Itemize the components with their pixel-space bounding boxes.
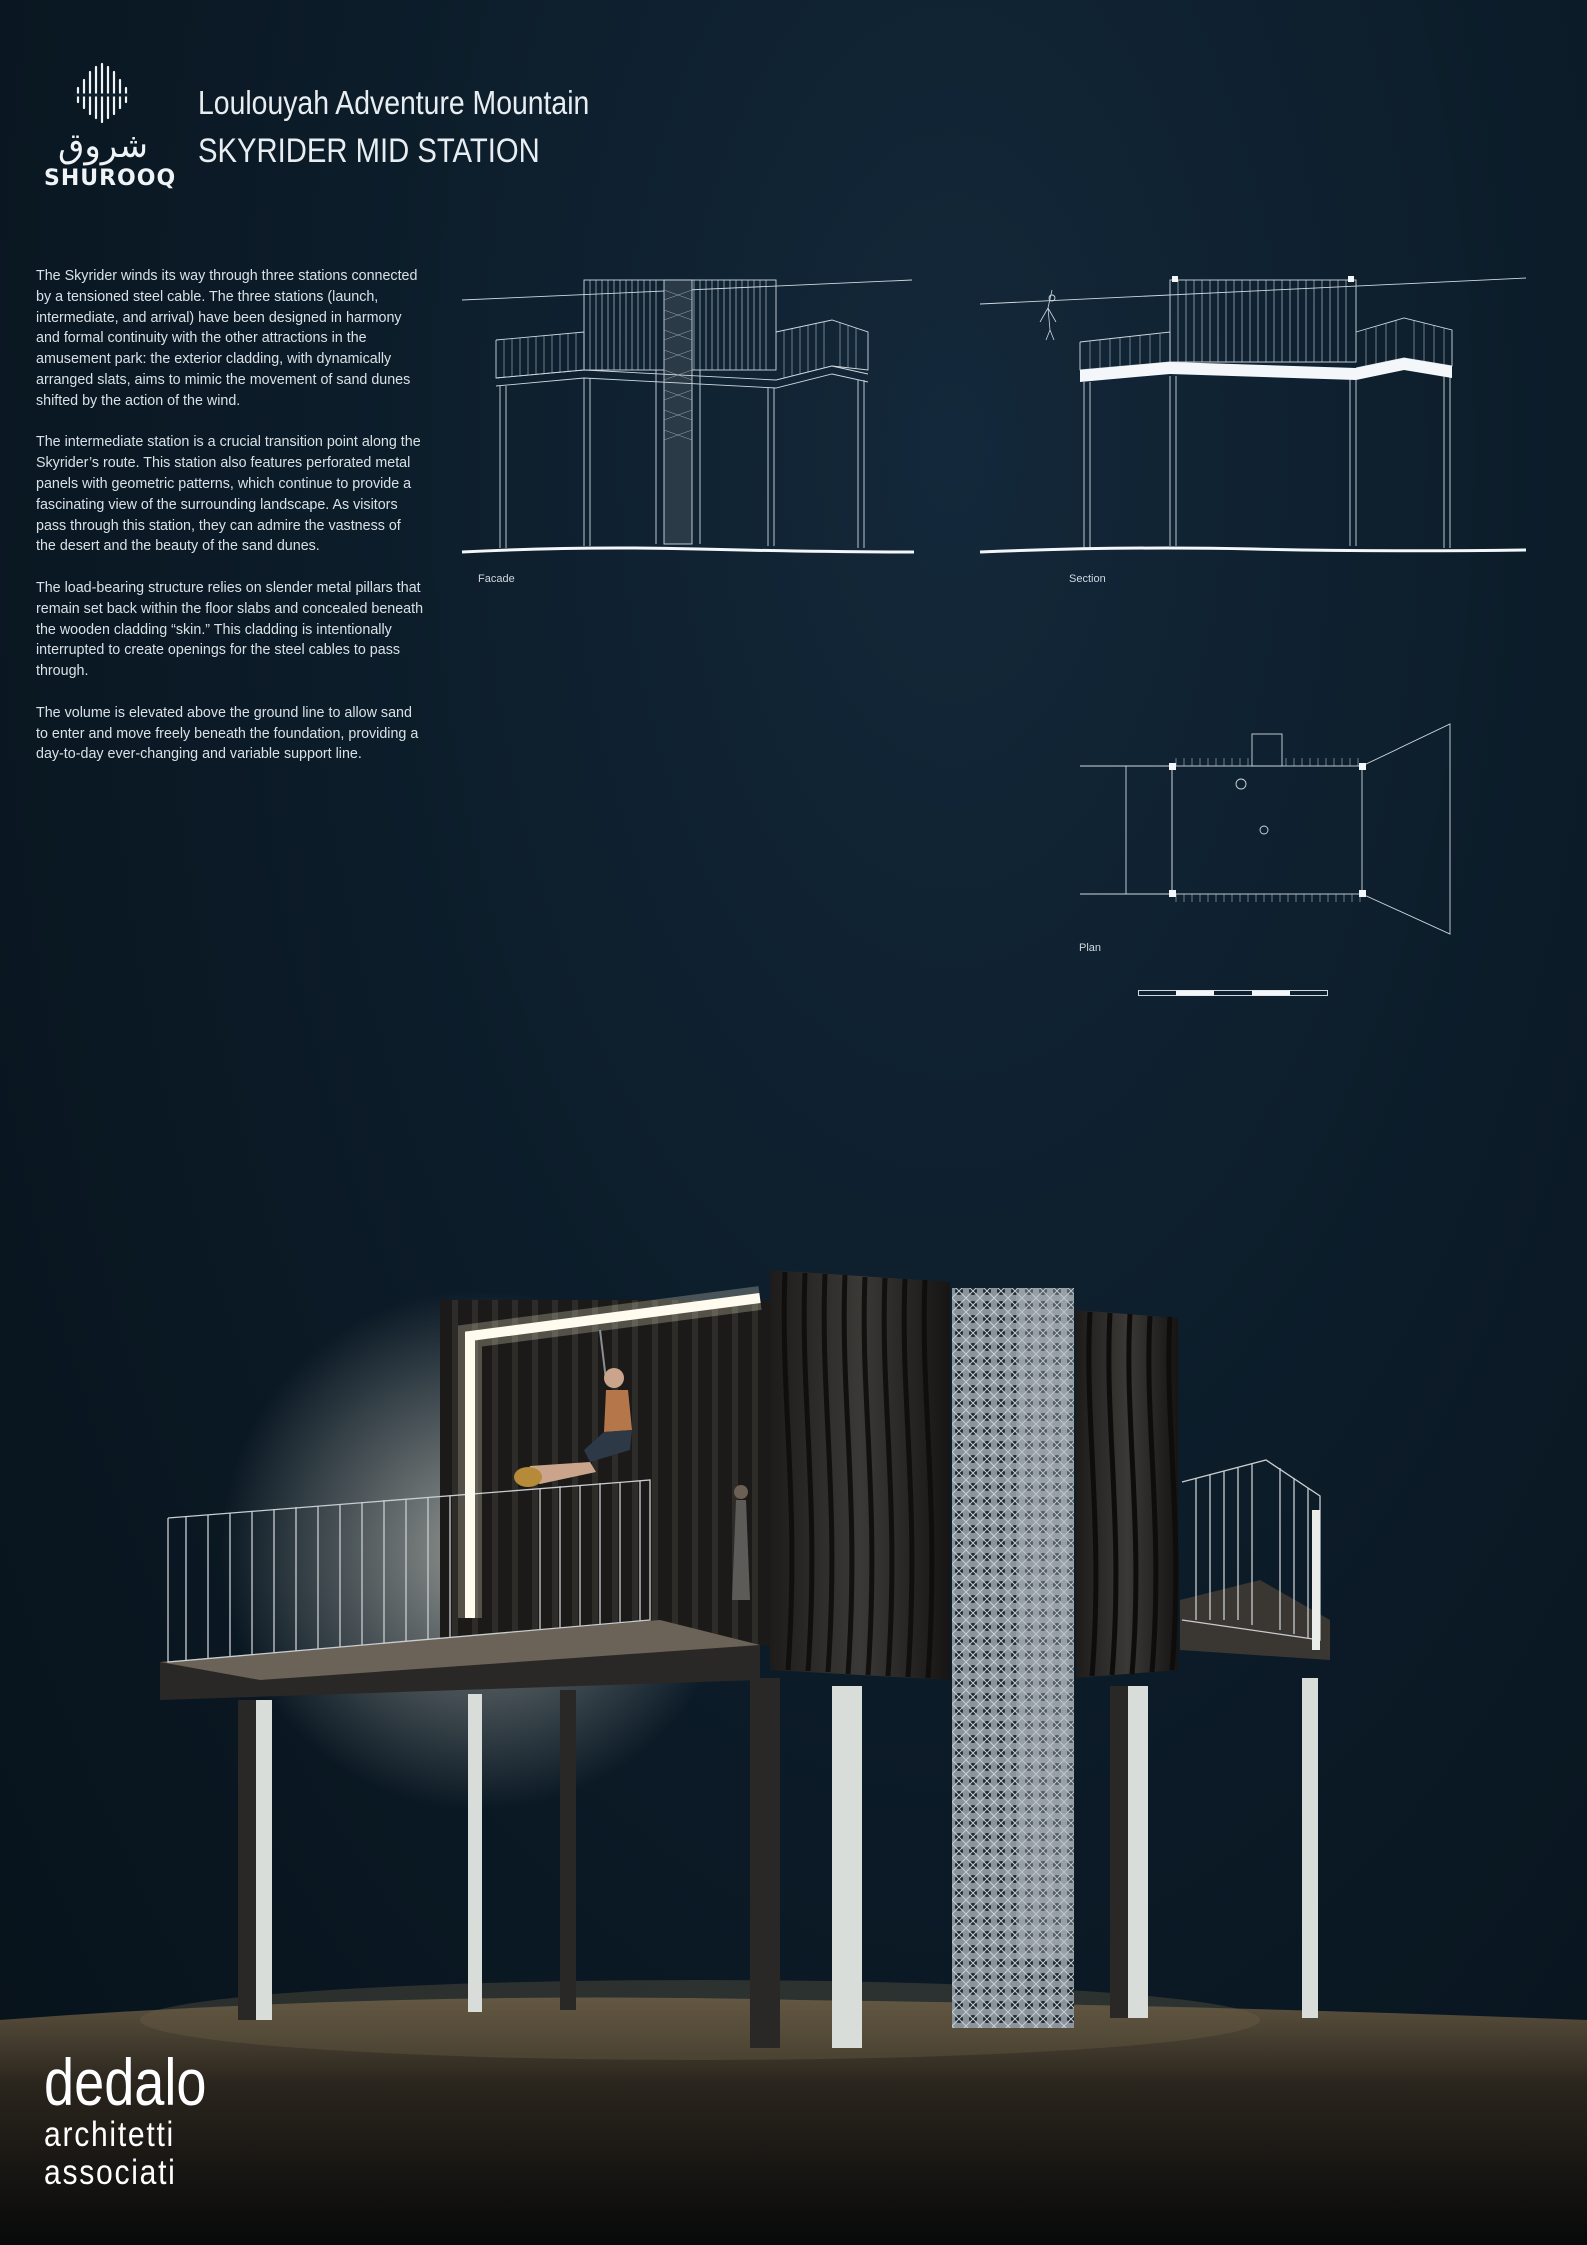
shurooq-logo xyxy=(40,62,177,192)
description-paragraph: The load-bearing structure relies on slender metal pillars that remain set back within the floor slabs and concealed beneath the wooden cladding “skin.” This cladding is intentionally interrupted to create openings for the steel cables to pass through. xyxy=(36,579,424,680)
logo-latin-text: SHUROOQ xyxy=(44,166,177,191)
facade-drawing xyxy=(458,270,916,560)
credit-line-3: associati xyxy=(44,2153,177,2192)
plan-label: Plan xyxy=(1079,942,1102,954)
project-subtitle: SKYRIDER MID STATION xyxy=(198,132,540,170)
credit-line-2: architetti xyxy=(44,2115,175,2154)
section-drawing xyxy=(974,270,1530,560)
description-paragraph: The Skyrider winds its way through three stations connected by a tensioned steel cable. The three stations (launch, intermediate, and arrival) have been designed in harmony and formal continuity with the other attractions in the amusement park: the exterior cladding, with dynamically arranged slats, aims to mimic the movement of sand dunes shifted by the action of the wind. xyxy=(36,268,418,409)
project-title: Loulouyah Adventure Mountain xyxy=(198,84,590,121)
section-label: Section xyxy=(1069,573,1106,585)
scale-bar xyxy=(1138,990,1328,996)
description-text xyxy=(36,266,424,786)
logo-arabic-text: شروق xyxy=(57,126,149,166)
architect-credit xyxy=(44,2045,242,2192)
facade-label: Facade xyxy=(478,573,515,585)
description-paragraph: The volume is elevated above the ground line to allow sand to enter and move freely beneath the foundation, providing a day-to-day ever-changing and variable support line. xyxy=(36,704,419,763)
description-paragraph: The intermediate station is a crucial transition point along the Skyrider’s route. This station also features perforated metal panels with geometric patterns, which continue to provide a fascinating view of the surrounding landscape. As visitors pass through this station, they can admire the vastness of the desert and the beauty of the sand dunes. xyxy=(36,434,421,555)
credit-line-1: dedalo xyxy=(44,2045,207,2119)
logo-lines-icon xyxy=(72,62,132,124)
plan-drawing xyxy=(1076,720,1456,940)
